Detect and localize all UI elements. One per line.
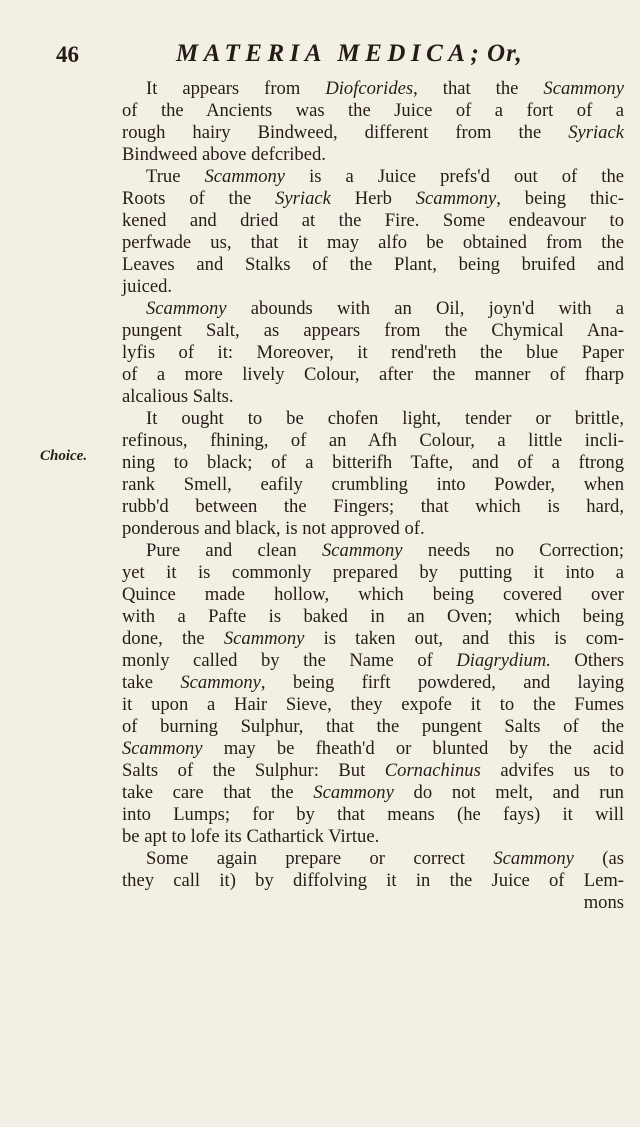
text-line	[122, 78, 624, 100]
text-line	[122, 474, 624, 496]
text-line	[122, 452, 624, 474]
text-segment: rank Smell, eafily crumbling into Powder, when	[122, 474, 624, 495]
text-segment: Some again prepare or correct	[146, 848, 494, 869]
body-text	[122, 78, 624, 914]
text-segment: pungent Salt, as appears from the Chymical Ana-	[122, 320, 624, 341]
text-line	[122, 826, 624, 848]
text-line	[122, 892, 624, 914]
text-segment: Roots of the	[122, 188, 276, 209]
text-segment: refinous, fhining, of an Afh Colour, a little incli-	[122, 430, 624, 451]
italic-text: Cornachinus	[384, 760, 481, 781]
italic-text: Scammony	[321, 540, 403, 561]
text-segment: may be fheath'd or blunted by the acid	[202, 738, 624, 759]
running-head-title: MATERIA MEDICA	[176, 40, 471, 67]
text-segment: yet it is commonly prepared by putting it into a	[122, 562, 624, 583]
text-line	[122, 540, 624, 562]
running-head-end: ; Or,	[470, 40, 523, 67]
italic-text: Scammony	[122, 738, 203, 759]
text-segment: Quince made hollow, which being covered over	[122, 584, 624, 605]
text-line	[122, 782, 624, 804]
text-segment: rough hairy Bindweed, different from the	[122, 122, 569, 143]
text-line	[122, 166, 624, 188]
text-segment: it upon a Hair Sieve, they expofe it to the Fumes	[122, 694, 624, 715]
text-segment: mons	[583, 892, 624, 913]
text-line	[122, 848, 624, 870]
text-segment: Pure and clean	[146, 540, 322, 561]
text-segment: take	[122, 672, 181, 693]
text-segment: abounds with an Oil, joyn'd with a	[226, 298, 624, 319]
text-segment: is a Juice prefs'd out of the	[285, 166, 624, 187]
text-segment: juiced.	[122, 276, 173, 297]
text-segment: perfwade us, that it may alfo be obtained from the	[122, 232, 624, 253]
text-segment: advifes us to	[480, 760, 624, 781]
text-line	[122, 210, 624, 232]
text-line	[122, 276, 624, 298]
text-line	[122, 232, 624, 254]
text-line	[122, 650, 624, 672]
text-line	[122, 562, 624, 584]
text-segment: take care that the	[122, 782, 314, 803]
text-line	[122, 254, 624, 276]
text-line	[122, 320, 624, 342]
italic-text: Scammony	[493, 848, 574, 869]
text-line	[122, 386, 624, 408]
text-segment: Bindweed above defcribed.	[122, 144, 326, 165]
text-line	[122, 672, 624, 694]
page-number: 46	[56, 42, 79, 67]
text-line	[122, 738, 624, 760]
text-segment: , that the	[413, 78, 544, 99]
text-segment: of a more lively Colour, after the manner of fharp	[122, 364, 624, 385]
text-line	[122, 496, 624, 518]
running-head	[176, 40, 523, 68]
text-line	[122, 694, 624, 716]
text-segment: be apt to lofe its Cathartick Virtue.	[122, 826, 380, 847]
margin-note-choice: Choice.	[40, 448, 88, 464]
text-line	[122, 584, 624, 606]
text-segment: is taken out, and this is com-	[304, 628, 624, 649]
italic-text: Diagrydium.	[456, 650, 551, 671]
italic-text: Scammony	[204, 166, 286, 187]
text-line	[122, 188, 624, 210]
text-segment: of burning Sulphur, that the pungent Salts of the	[122, 716, 624, 737]
text-segment: Leaves and Stalks of the Plant, being bruifed and	[122, 254, 624, 275]
text-segment: rubb'd between the Fingers; that which is hard,	[122, 496, 624, 517]
text-segment: they call it) by diffolving it in the Juice of Lem-	[122, 870, 624, 891]
text-segment: , being thic-	[496, 188, 624, 209]
text-line	[122, 342, 624, 364]
text-segment: of the Ancients was the Juice of a fort of a	[122, 100, 624, 121]
text-segment: with a Pafte is baked in an Oven; which being	[122, 606, 624, 627]
italic-text: Scammony	[146, 298, 227, 319]
text-line	[122, 298, 624, 320]
italic-text: Diofcorides	[325, 78, 414, 99]
italic-text: Syriack	[275, 188, 331, 209]
text-segment: lyfis of it: Moreover, it rend'reth the blue Paper	[122, 342, 624, 363]
text-segment: ponderous and black, is not approved of.	[122, 518, 425, 539]
text-segment: kened and dried at the Fire. Some endeavour to	[122, 210, 624, 231]
text-segment: It ought to be chofen light, tender or brittle,	[146, 408, 624, 429]
text-segment: Others	[550, 650, 624, 671]
italic-text: Scammony	[415, 188, 497, 209]
text-line	[122, 628, 624, 650]
text-segment: (as	[573, 848, 624, 869]
text-segment: Salts of the Sulphur: But	[122, 760, 385, 781]
text-line	[122, 100, 624, 122]
italic-text: Scammony	[223, 628, 305, 649]
text-segment: Herb	[330, 188, 416, 209]
italic-text: Scammony	[313, 782, 394, 803]
italic-text: Syriack	[568, 122, 624, 143]
text-line	[122, 606, 624, 628]
page-header	[56, 40, 620, 74]
italic-text: Scammony	[180, 672, 261, 693]
text-line	[122, 122, 624, 144]
text-segment: needs no Correction;	[402, 540, 624, 561]
text-segment: into Lumps; for by that means (he fays) it will	[122, 804, 624, 825]
text-segment: It appears from	[146, 78, 326, 99]
text-segment: , being firft powdered, and laying	[260, 672, 624, 693]
text-line	[122, 518, 624, 540]
text-line	[122, 716, 624, 738]
italic-text: Scammony	[543, 78, 624, 99]
text-segment: ning to black; of a bitterifh Tafte, and of a ftrong	[122, 452, 624, 473]
text-segment: monly called by the Name of	[122, 650, 457, 671]
text-line	[122, 870, 624, 892]
text-line	[122, 760, 624, 782]
text-line	[122, 430, 624, 452]
text-line	[122, 144, 624, 166]
text-line	[122, 364, 624, 386]
text-segment: alcalious Salts.	[122, 386, 234, 407]
text-segment: do not melt, and run	[393, 782, 624, 803]
text-line	[122, 408, 624, 430]
text-segment: True	[146, 166, 205, 187]
text-segment: done, the	[122, 628, 224, 649]
text-line	[122, 804, 624, 826]
